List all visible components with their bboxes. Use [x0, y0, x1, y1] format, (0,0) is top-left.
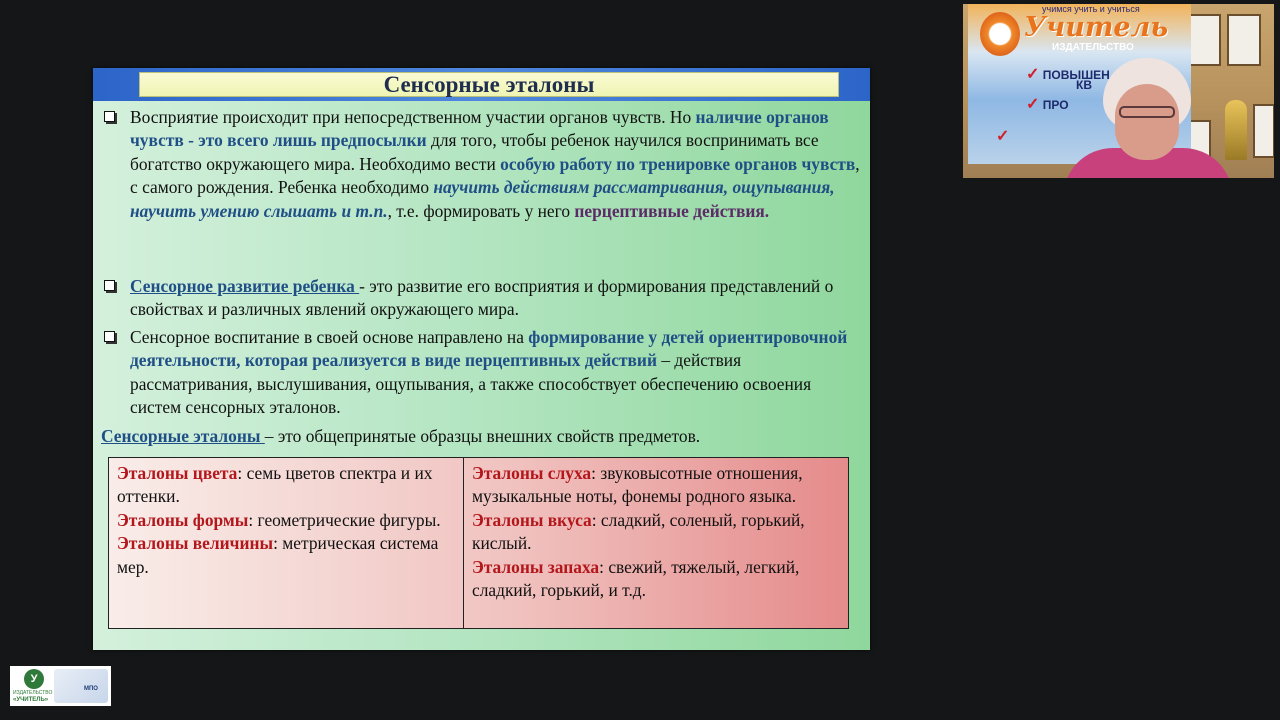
highlight: Сенсорное развитие ребенка [130, 276, 360, 296]
webcam-video [963, 4, 1274, 178]
table-cell-left [109, 458, 464, 628]
highlight: перцептивные действия. [574, 200, 770, 221]
banner-line-text: ПОВЫШЕН [1042, 68, 1110, 82]
banner-line: ✓ [996, 128, 1010, 145]
highlight: научить действиям рассматривания, ощупывания, научить умению слышать и т.п. [130, 177, 835, 221]
bullet-icon [104, 111, 115, 122]
paragraph-perception [130, 106, 862, 223]
standard-text: : метрическая система мер. [117, 533, 439, 577]
slide-title: Сенсорные эталоны [139, 72, 839, 97]
standard-text: : свежий, тяжелый, легкий, сладкий, горький, и т.д. [472, 556, 800, 601]
logo-emblem-icon: У [24, 669, 44, 689]
standards-table [108, 457, 849, 629]
banner-line: ✓ ПОВЫШЕН [1026, 66, 1110, 83]
text: Восприятие происходит при непосредственном участии органов чувств. Но [130, 107, 696, 127]
highlight: Сенсорные эталоны [101, 426, 265, 446]
bullet-icon [104, 331, 115, 342]
presenter-face [1115, 84, 1179, 160]
table-cell-right [464, 458, 848, 628]
text: для того, чтобы ребенок научился воспринимать все богатство окружающего мира. Необходимо вести [130, 130, 819, 174]
wall-frame [1253, 104, 1274, 158]
text: Сенсорное воспитание в своей основе направлено на [130, 327, 529, 347]
logo-text: «УЧИТЕЛЬ» [13, 697, 49, 703]
text: - это развитие его восприятия и формирования представлений о свойствах и различных явлений окружающего мира. [130, 276, 834, 320]
banner-title: Учитель [1024, 12, 1169, 43]
presentation-slide [93, 68, 870, 650]
banner-subtitle-2: ИЗДАТЕЛЬСТВО [1052, 42, 1134, 53]
highlight: наличие органов чувств - это всего лишь предпосылки [130, 107, 829, 151]
highlight: особую работу по тренировке органов чувств [500, 153, 856, 174]
text: – действия рассматривания, выслушивания, ощупывания, а также способствует обеспечению освоения систем сенсорных эталонов. [130, 350, 812, 418]
standard-text: : звуковысотные отношения, музыкальные ноты, фонемы родного языка. [472, 463, 803, 507]
text: , т.е. формировать у него [387, 200, 575, 221]
world-map-icon [54, 669, 108, 703]
standard-label: Эталоны формы [117, 509, 249, 530]
bullet-icon [104, 280, 115, 291]
banner-line: ✓ ПРО [1026, 96, 1069, 113]
standard-text: : сладкий, соленый, горький, кислый. [472, 509, 805, 554]
publisher-logo-icon [980, 12, 1020, 56]
paragraph-sensory-development [130, 275, 862, 322]
publisher-logo [10, 666, 111, 706]
text: , с самого рождения. Ребенка необходимо [130, 153, 860, 198]
glasses-icon [1119, 106, 1175, 118]
presenter [1023, 56, 1233, 178]
banner-line-text: ПРО [1042, 98, 1069, 112]
logo-mpo-text: МПО [84, 686, 98, 692]
logo-text: ИЗДАТЕЛЬСТВО [13, 690, 53, 696]
definition-line [101, 425, 861, 448]
standard-label: Эталоны вкуса [472, 509, 592, 530]
banner-subtitle: учимся учить и учиться [1042, 4, 1140, 14]
title-bar [93, 68, 870, 101]
highlight: формирование у детей ориентировочной деятельности, которая реализуется в виде перцептивных действий [130, 327, 848, 371]
standard-label: Эталоны запаха [472, 556, 600, 577]
standard-text: : семь цветов спектра и их оттенки. [117, 463, 433, 507]
banner-line-text: КВ [1076, 78, 1092, 92]
standard-text: : геометрические фигуры. [248, 509, 441, 530]
text: – это общепринятые образцы внешних свойств предметов. [264, 426, 701, 446]
paragraph-sensory-education [130, 326, 862, 420]
standard-label: Эталоны слуха [472, 463, 592, 483]
standard-label: Эталоны цвета [117, 463, 238, 483]
standard-label: Эталоны величины [117, 533, 274, 554]
